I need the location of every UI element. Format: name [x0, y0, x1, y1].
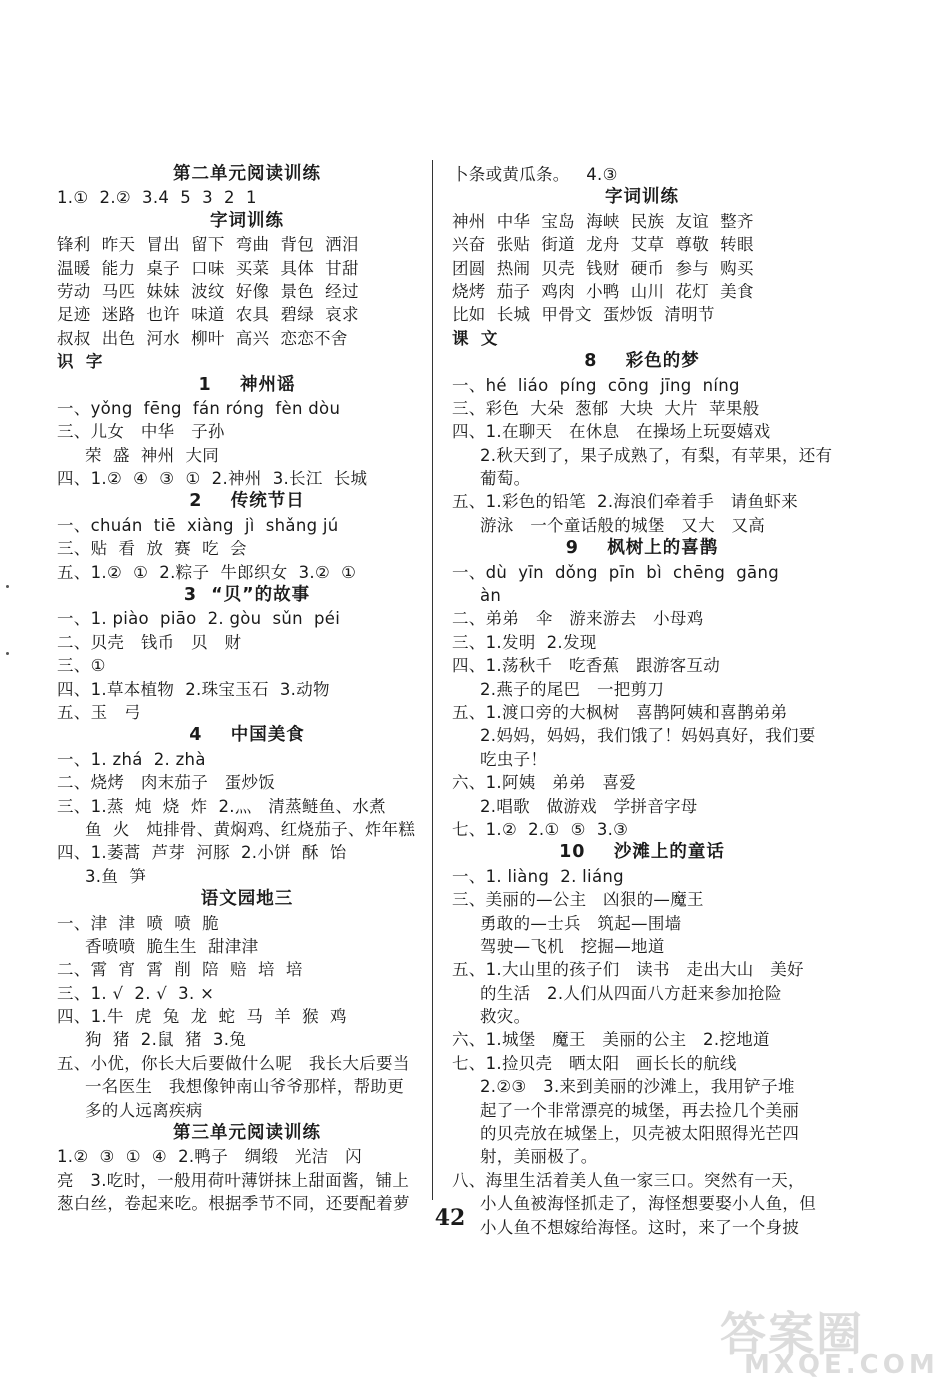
answer-line: 五、小优，你长大后要做什么呢 我长大后要当	[57, 1053, 410, 1073]
answer-line: 游泳 一个童话般的城堡 又大 又高	[480, 515, 766, 535]
answer-line: 兴奋 张贴 街道 龙舟 艾草 尊敬 转眼	[452, 235, 754, 255]
section-heading: 10 沙滩上的童话	[559, 842, 725, 863]
answer-line: 一、津 津 喷 喷 脆	[57, 913, 219, 933]
answer-line: 一、1. piào piāo 2. gòu sǔn péi	[57, 609, 341, 629]
answer-line: 二、弟弟 伞 游来游去 小母鸡	[452, 609, 704, 629]
answer-line: 2.②③ 3.来到美丽的沙滩上，我用铲子堆	[480, 1077, 795, 1097]
answer-line: 一、chuán tiē xiàng jì shǎng jú	[57, 515, 339, 535]
answer-line: 一、dù yīn dǒng pīn bì chēng gāng	[452, 562, 779, 582]
answer-line: 2.妈妈，妈妈，我们饿了！妈妈真好，我们要	[480, 726, 816, 746]
answer-line: 四、1.荡秋千 吃香蕉 跟游客互动	[452, 656, 721, 676]
answer-line: 六、1.阿姨 弟弟 喜爱	[452, 773, 637, 793]
answer-line: 狗 猪 2.鼠 猪 3.兔	[85, 1030, 247, 1050]
answer-line: 葱白丝，卷起来吃。根据季节不同，还要配着萝	[57, 1194, 410, 1214]
section-heading: 语文园地三	[200, 889, 294, 910]
answer-line: 课 文	[452, 328, 498, 348]
answer-line: 1.② ③ ① ④ 2.鸭子 绸缎 光洁 闪	[57, 1147, 362, 1167]
answer-line: 三、儿女 中华 子孙	[57, 422, 225, 442]
answer-line: 一、yǒng fēng fán róng fèn dòu	[57, 398, 341, 418]
section-heading: 字词训练	[605, 187, 679, 208]
answer-line: 2.唱歌 做游戏 学拼音字母	[480, 796, 698, 816]
answer-line: 驾驶—飞机 挖掘—地道	[480, 936, 665, 956]
answer-line: 二、烧烤 肉末茄子 蛋炒饭	[57, 773, 276, 793]
answer-line: 三、贴 看 放 赛 吃 会	[57, 539, 247, 559]
answer-line: 五、1.彩色的铅笔 2.海浪们牵着手 请鱼虾来	[452, 492, 799, 512]
section-heading: 4 中国美食	[189, 725, 305, 746]
answer-line: 一、hé liáo píng cōng jīng níng	[452, 375, 740, 395]
column-divider	[432, 160, 433, 1200]
answer-line: 锋利 昨天 冒出 留下 弯曲 背包 洒泪	[57, 235, 359, 255]
answer-line: 劳动 马匹 妹妹 波纹 好像 景色 经过	[57, 281, 359, 301]
answer-line: 三、1. √ 2. √ 3. ×	[57, 983, 215, 1003]
answer-line: 八、海里生活着美人鱼一家三口。突然有一天，	[452, 1170, 805, 1190]
answer-line: 比如 长城 甲骨文 蛋炒饭 清明节	[452, 305, 715, 325]
answer-line: 三、①	[57, 656, 106, 676]
answer-line: 吃虫子！	[480, 749, 548, 769]
answer-line: 一名医生 我想像钟南山爷爷那样，帮助更	[85, 1077, 405, 1097]
answer-line: 五、1.② ① 2.粽子 牛郎织女 3.② ①	[57, 562, 357, 582]
answer-line: 七、1.② 2.① ⑤ 3.③	[452, 819, 629, 839]
answer-line: 六、1.城堡 魔王 美丽的公主 2.挖地道	[452, 1030, 770, 1050]
right-column	[452, 163, 832, 1239]
answer-line: 温暖 能力 桌子 口味 买菜 具体 甘甜	[57, 258, 359, 278]
answer-line: 小人鱼被海怪抓走了，海怪想要娶小人鱼，但	[480, 1194, 816, 1214]
answer-line: 亮 3.吃时，一般用荷叶薄饼抹上甜面酱，铺上	[57, 1170, 410, 1190]
answer-line: 1.① 2.② 3.4 5 3 2 1	[57, 188, 257, 208]
answer-line: 射，美丽极了。	[480, 1147, 598, 1167]
answer-line: 团圆 热闹 贝壳 钱财 硬币 参与 购买	[452, 258, 754, 278]
left-column	[57, 163, 437, 1216]
answer-line: 五、1.渡口旁的大枫树 喜鹊阿姨和喜鹊弟弟	[452, 702, 788, 722]
answer-line: 一、1. zhá 2. zhà	[57, 749, 206, 769]
answer-line: 四、1.在聊天 在休息 在操场上玩耍嬉戏	[452, 422, 771, 442]
answer-line: 香喷喷 脆生生 甜津津	[85, 936, 259, 956]
watermark-main-text: 答案圈	[720, 1307, 864, 1361]
answer-line: 二、贝壳 钱币 贝 财	[57, 632, 242, 652]
answer-line: 的生活 2.人们从四面八方赶来参加抢险	[480, 983, 782, 1003]
answer-line: àn	[480, 586, 502, 606]
section-heading: 3 “贝”的故事	[183, 585, 311, 606]
section-heading: 第二单元阅读训练	[173, 164, 321, 184]
answer-line: 四、1.萎蒿 芦芽 河豚 2.小饼 酥 饴	[57, 843, 347, 863]
answer-line: 三、1.发明 2.发现	[452, 632, 597, 652]
answer-line: 三、美丽的—公主 凶狠的—魔王	[452, 890, 704, 910]
margin-dot	[6, 585, 9, 588]
section-heading: 9 枫树上的喜鹊	[565, 538, 719, 559]
section-heading: 8 彩色的梦	[584, 351, 700, 372]
answer-line: 识 字	[57, 352, 103, 372]
answer-line: 烧烤 茄子 鸡肉 小鸭 山川 花灯 美食	[452, 281, 754, 301]
answer-line: 五、1.大山里的孩子们 读书 走出大山 美好	[452, 960, 804, 980]
answer-line: 四、1.牛 虎 兔 龙 蛇 马 羊 猴 鸡	[57, 1007, 347, 1027]
answer-line: 3.鱼 笋	[85, 866, 147, 886]
section-heading: 2 传统节日	[189, 491, 305, 512]
answer-line: 卜条或黄瓜条。 4.③	[452, 165, 618, 184]
answer-line: 鱼 火 炖排骨、黄焖鸡、红烧茄子、炸年糕	[85, 819, 416, 839]
answer-line: 三、彩色 大朵 葱郁 大块 大片 苹果般	[452, 398, 760, 418]
answer-line: 救灾。	[480, 1007, 531, 1027]
answer-line: 起了一个非常漂亮的城堡，再去捡几个美丽	[480, 1100, 800, 1120]
answer-line: 多的人远离疾病	[85, 1100, 203, 1120]
answer-line: 二、霄 宵 霄 削 陪 赔 培 培	[57, 960, 303, 980]
answer-line: 荣 盛 神州 大同	[85, 445, 220, 465]
answer-line: 勇敢的—士兵 筑起—围墙	[480, 913, 682, 933]
answer-line: 2.秋天到了，果子成熟了，有梨，有苹果，还有	[480, 445, 833, 465]
answer-line: 足迹 迷路 也许 味道 农具 碧绿 哀求	[57, 305, 359, 325]
section-heading: 字词训练	[210, 210, 284, 231]
watermark-logo	[720, 1298, 939, 1384]
section-heading: 第三单元阅读训练	[173, 1123, 321, 1144]
answer-line: 神州 中华 宝岛 海峡 民族 友谊 整齐	[452, 211, 754, 231]
margin-dot	[6, 652, 9, 655]
answer-line: 四、1.② ④ ③ ① 2.神州 3.长江 长城	[57, 469, 368, 489]
answer-line: 葡萄。	[480, 469, 531, 489]
answer-line: 三、1.蒸 炖 烧 炸 2.灬 清蒸鲢鱼、水煮	[57, 796, 386, 816]
section-heading: 1 神州谣	[198, 374, 296, 395]
watermark-sub-text: MXQE.COM	[744, 1350, 939, 1380]
answer-line: 七、1.捡贝壳 晒太阳 画长长的航线	[452, 1053, 737, 1073]
answer-line: 2.燕子的尾巴 一把剪刀	[480, 679, 665, 699]
answer-line: 五、玉 弓	[57, 702, 141, 722]
answer-line: 一、1. liàng 2. liáng	[452, 866, 624, 886]
answer-line: 的贝壳放在城堡上，贝壳被太阳照得光芒四	[480, 1124, 800, 1144]
page-number: 42	[434, 1205, 466, 1231]
answer-line: 四、1.草本植物 2.珠宝玉石 3.动物	[57, 679, 330, 699]
answer-line: 叔叔 出色 河水 柳叶 高兴 恋恋不舍	[57, 328, 348, 348]
answer-line: 小人鱼不想嫁给海怪。这时，来了一个身披	[480, 1217, 800, 1237]
